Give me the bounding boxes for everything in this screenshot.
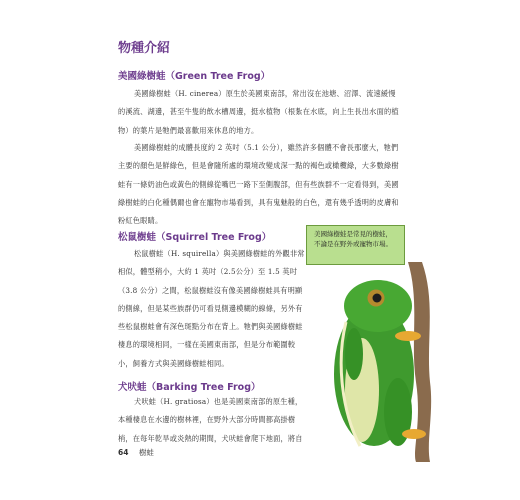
paragraph (118, 139, 400, 230)
paragraph-text: 美國綠樹蛙（H. cinerea）原生於美國東南部，常出沒在池塘、沼澤、流速緩慢的溪流、湖邊，甚至牛隻的飲水槽周邊，挺水植物（根紮在水底，向上生長出水面的植物）的葉片是牠們最喜歡用來休息的地方。 (118, 89, 399, 135)
paragraph (118, 85, 400, 140)
page-number: 64 (118, 448, 129, 457)
section-heading-barking-tree-frog: 犬吠蛙（Barking Tree Frog） (118, 382, 261, 393)
paragraph-text: 犬吠蛙（H. gratiosa）也是美國東南部的原生種，本種棲息在水邊的樹林裡，在野外大部分時間都高掛樹梢，在每年乾旱或炎熱的期間，犬吠蛙會爬下地面，將自 (118, 397, 303, 443)
section-heading-green-tree-frog: 美國綠樹蛙（Green Tree Frog） (118, 71, 271, 82)
page-footer (118, 447, 154, 458)
paragraph-text: 松鼠樹蛙（H. squirella）與美國綠樹蛙的外觀非常相似，體型稍小，大約 1 英吋（2.5公分）至 1.5 英吋（3.8 公分）之間，松鼠樹蛙沒有像美國綠樹蛙具有明顯的側線，但是某些族群仍可看見側邊模糊的線條，另外有些松鼠樹蛙會有深色斑點分布在背上。牠們與美國綠樹蛙棲息的環境相同，一樣在美國東南部，但是分布範圍較小，飼養方式與美國綠樹蛙相同。 (118, 249, 305, 368)
photo-caption: 美國綠樹蛙是常見的樹蛙，不論是在野外或寵物市場。 (306, 225, 405, 265)
footer-label: 樹蛙 (138, 448, 154, 457)
frog-arm (345, 328, 363, 380)
frog-pupil (373, 294, 382, 303)
paragraph (118, 393, 306, 448)
page-title: 物種介紹 (118, 41, 171, 56)
section-heading-squirrel-tree-frog: 松鼠樹蛙（Squirrel Tree Frog） (118, 232, 272, 243)
frog-front-foot (395, 331, 421, 341)
paragraph (118, 245, 306, 373)
paragraph-text: 美國綠樹蛙的成體長度約 2 英吋（5.1 公分），雖然許多個體不會長那麼大，牠們主要的顏色是鮮綠色，但是會隨所處的環境改變成深一點的褐色或橄欖綠，大多數綠樹蛙有一條奶油色或黃色的側線從嘴巴一路下至側腹部，但有些族群不一定看得到，美國綠樹蛙的白化種偶爾也會在寵物市場看到，具有鬼魅般的白色，還有幾乎透明的皮膚和粉紅色眼睛。 (118, 143, 399, 226)
frog-illustration (316, 262, 436, 462)
frog-back-foot (402, 429, 426, 439)
